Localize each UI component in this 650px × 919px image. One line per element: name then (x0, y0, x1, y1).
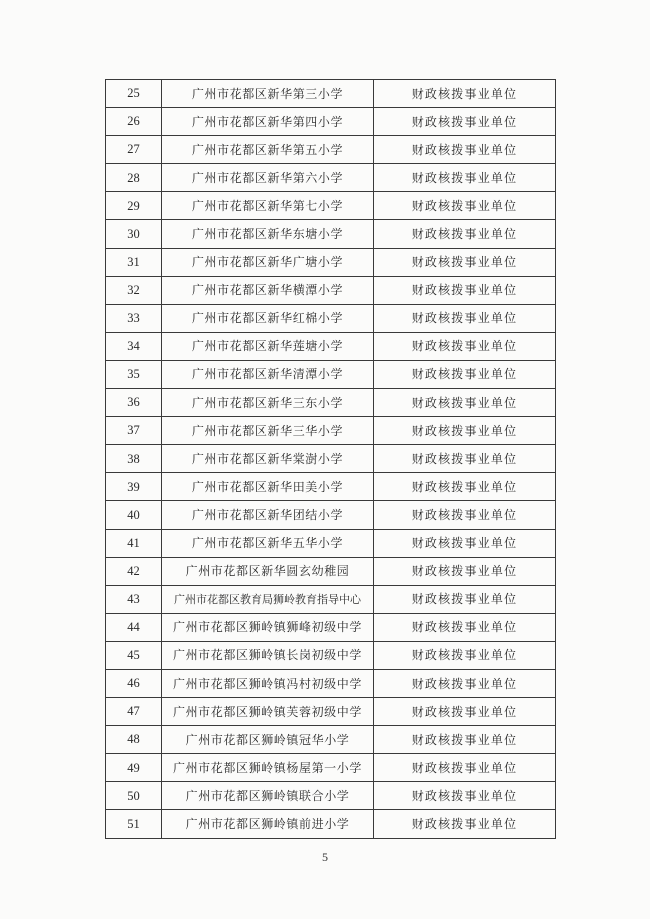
institution-name-cell: 广州市花都区教育局狮岭教育指导中心 (162, 585, 374, 613)
institution-type-cell: 财政核拨事业单位 (374, 726, 556, 754)
institution-type-cell: 财政核拨事业单位 (374, 501, 556, 529)
table-row (106, 613, 556, 641)
institution-name-cell: 广州市花都区狮岭镇狮峰初级中学 (162, 613, 374, 641)
institution-type-cell: 财政核拨事业单位 (374, 220, 556, 248)
row-number-cell: 48 (106, 726, 162, 754)
row-number-cell: 42 (106, 557, 162, 585)
institution-type-cell: 财政核拨事业单位 (374, 698, 556, 726)
institution-type-cell: 财政核拨事业单位 (374, 557, 556, 585)
institution-name-cell: 广州市花都区新华广塘小学 (162, 248, 374, 276)
row-number-cell: 36 (106, 389, 162, 417)
institution-type-cell: 财政核拨事业单位 (374, 108, 556, 136)
institution-name-cell: 广州市花都区新华棠澍小学 (162, 445, 374, 473)
table-row (106, 276, 556, 304)
institution-name-cell: 广州市花都区狮岭镇杨屋第一小学 (162, 754, 374, 782)
table-row (106, 192, 556, 220)
table-row (106, 136, 556, 164)
table-row (106, 108, 556, 136)
row-number-cell: 27 (106, 136, 162, 164)
institution-name-cell: 广州市花都区新华第六小学 (162, 164, 374, 192)
institution-type-cell: 财政核拨事业单位 (374, 164, 556, 192)
institution-type-cell: 财政核拨事业单位 (374, 389, 556, 417)
institution-type-cell: 财政核拨事业单位 (374, 80, 556, 108)
institution-name-cell: 广州市花都区新华团结小学 (162, 501, 374, 529)
table-row (106, 585, 556, 613)
table-row (106, 445, 556, 473)
table-row (106, 669, 556, 697)
table-row (106, 304, 556, 332)
row-number-cell: 34 (106, 332, 162, 360)
institution-name-cell: 广州市花都区新华东塘小学 (162, 220, 374, 248)
table-row (106, 529, 556, 557)
table-row (106, 417, 556, 445)
institution-name-cell: 广州市花都区狮岭镇长岗初级中学 (162, 641, 374, 669)
page-number: 5 (322, 850, 328, 864)
row-number-cell: 49 (106, 754, 162, 782)
institution-name-cell: 广州市花都区狮岭镇冠华小学 (162, 726, 374, 754)
table-row (106, 332, 556, 360)
row-number-cell: 25 (106, 80, 162, 108)
row-number-cell: 38 (106, 445, 162, 473)
institution-type-cell: 财政核拨事业单位 (374, 360, 556, 388)
institution-name-cell: 广州市花都区新华清潭小学 (162, 360, 374, 388)
institution-type-cell: 财政核拨事业单位 (374, 473, 556, 501)
row-number-cell: 33 (106, 304, 162, 332)
institution-name-cell: 广州市花都区狮岭镇芙蓉初级中学 (162, 698, 374, 726)
row-number-cell: 46 (106, 669, 162, 697)
institution-name-cell: 广州市花都区新华第三小学 (162, 80, 374, 108)
row-number-cell: 26 (106, 108, 162, 136)
institution-name-cell: 广州市花都区新华红棉小学 (162, 304, 374, 332)
row-number-cell: 47 (106, 698, 162, 726)
table-row (106, 698, 556, 726)
institution-type-cell: 财政核拨事业单位 (374, 613, 556, 641)
institution-type-cell: 财政核拨事业单位 (374, 669, 556, 697)
row-number-cell: 40 (106, 501, 162, 529)
institution-type-cell: 财政核拨事业单位 (374, 754, 556, 782)
institution-type-cell: 财政核拨事业单位 (374, 417, 556, 445)
row-number-cell: 31 (106, 248, 162, 276)
row-number-cell: 44 (106, 613, 162, 641)
institution-table (105, 79, 556, 839)
institution-name-cell: 广州市花都区新华横潭小学 (162, 276, 374, 304)
row-number-cell: 29 (106, 192, 162, 220)
institution-name-cell: 广州市花都区新华田美小学 (162, 473, 374, 501)
row-number-cell: 32 (106, 276, 162, 304)
institution-name-cell: 广州市花都区新华三华小学 (162, 417, 374, 445)
institution-type-cell: 财政核拨事业单位 (374, 782, 556, 810)
table-row (106, 754, 556, 782)
table-row (106, 164, 556, 192)
institution-name-cell: 广州市花都区狮岭镇冯村初级中学 (162, 669, 374, 697)
institution-type-cell: 财政核拨事业单位 (374, 332, 556, 360)
row-number-cell: 43 (106, 585, 162, 613)
table-row (106, 473, 556, 501)
institution-name-cell: 广州市花都区新华第五小学 (162, 136, 374, 164)
table-row (106, 220, 556, 248)
institution-type-cell: 财政核拨事业单位 (374, 585, 556, 613)
institution-type-cell: 财政核拨事业单位 (374, 192, 556, 220)
row-number-cell: 39 (106, 473, 162, 501)
institution-name-cell: 广州市花都区新华圆玄幼稚园 (162, 557, 374, 585)
row-number-cell: 35 (106, 360, 162, 388)
institution-type-cell: 财政核拨事业单位 (374, 445, 556, 473)
institution-type-cell: 财政核拨事业单位 (374, 276, 556, 304)
table-row (106, 389, 556, 417)
institution-type-cell: 财政核拨事业单位 (374, 304, 556, 332)
row-number-cell: 45 (106, 641, 162, 669)
table-row (106, 501, 556, 529)
table-row (106, 557, 556, 585)
row-number-cell: 30 (106, 220, 162, 248)
table-row (106, 726, 556, 754)
table-row (106, 80, 556, 108)
row-number-cell: 41 (106, 529, 162, 557)
institution-name-cell: 广州市花都区新华五华小学 (162, 529, 374, 557)
institution-name-cell: 广州市花都区新华第七小学 (162, 192, 374, 220)
row-number-cell: 37 (106, 417, 162, 445)
table-row (106, 641, 556, 669)
institution-name-cell: 广州市花都区新华第四小学 (162, 108, 374, 136)
institution-type-cell: 财政核拨事业单位 (374, 136, 556, 164)
institution-name-cell: 广州市花都区新华三东小学 (162, 389, 374, 417)
institution-type-cell: 财政核拨事业单位 (374, 248, 556, 276)
institution-table-body (106, 80, 556, 839)
institution-type-cell: 财政核拨事业单位 (374, 641, 556, 669)
table-row (106, 248, 556, 276)
institution-name-cell: 广州市花都区狮岭镇联合小学 (162, 782, 374, 810)
table-row (106, 360, 556, 388)
table-row (106, 810, 556, 838)
table-row (106, 782, 556, 810)
row-number-cell: 28 (106, 164, 162, 192)
institution-type-cell: 财政核拨事业单位 (374, 810, 556, 838)
institution-name-cell: 广州市花都区狮岭镇前进小学 (162, 810, 374, 838)
institution-type-cell: 财政核拨事业单位 (374, 529, 556, 557)
row-number-cell: 51 (106, 810, 162, 838)
institution-name-cell: 广州市花都区新华莲塘小学 (162, 332, 374, 360)
row-number-cell: 50 (106, 782, 162, 810)
